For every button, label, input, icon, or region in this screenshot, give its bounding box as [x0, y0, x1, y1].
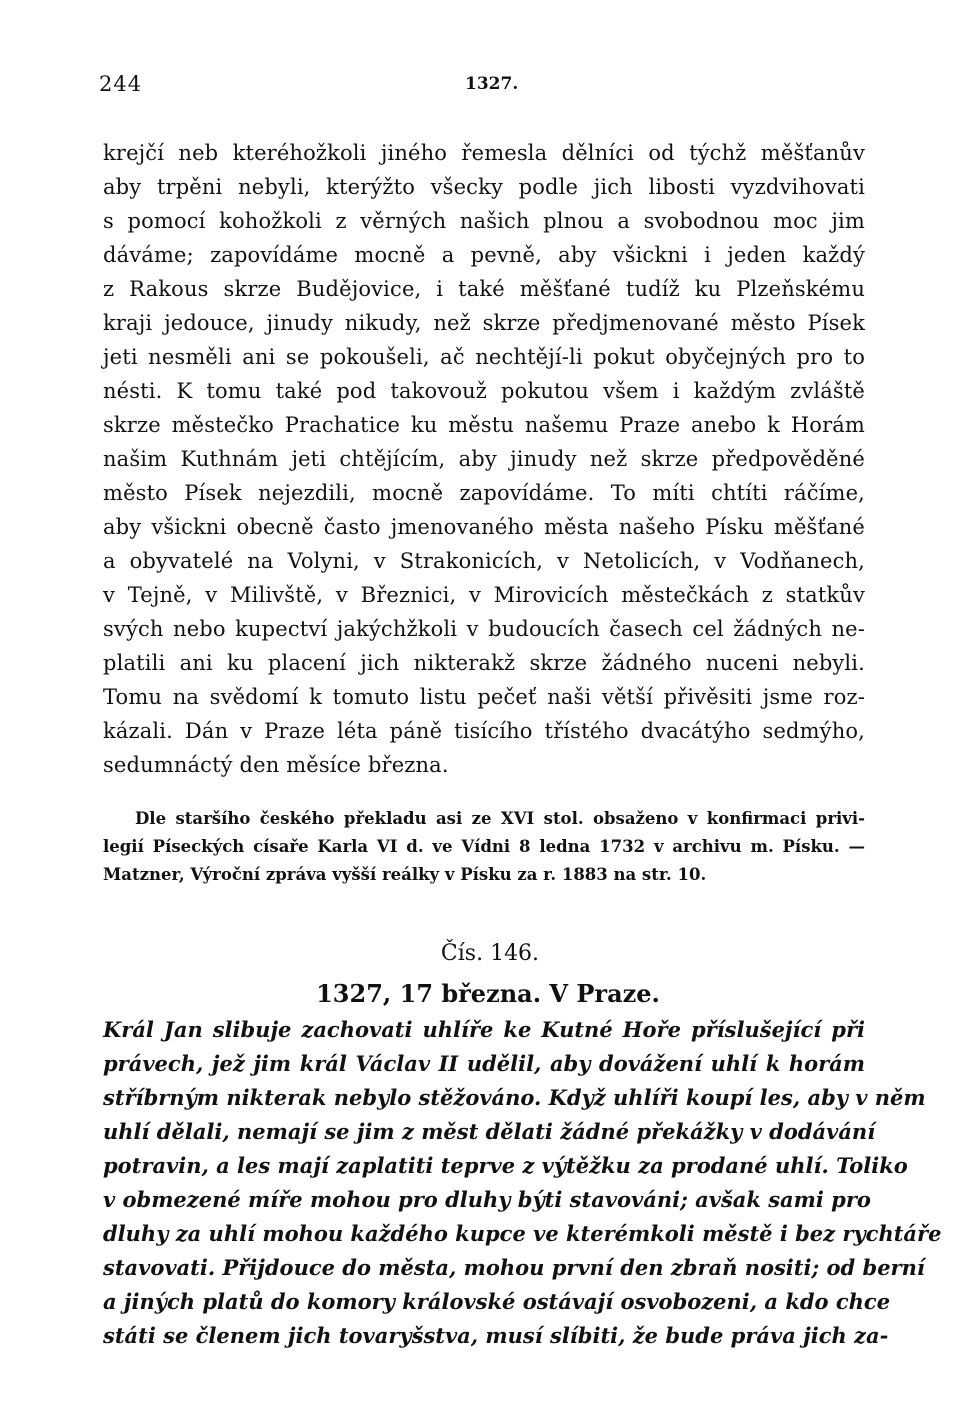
summary-line: státi se členem jich tovaryšstva, musí slíbiti, že bude práva jich za-	[103, 1323, 889, 1348]
document-date-heading: 1327, 17 března. V Praze.	[316, 979, 660, 1008]
summary-line: právech, jež jim král Václav II udělil, aby dovážení uhlí k horám	[103, 1051, 865, 1076]
body-line: jeti nesměli ani se pokoušeli, ač nechtějí-li pokut obyčejných pro to	[103, 345, 865, 369]
note-line: Dle staršího českého překladu asi ze XVI stol. obsaženo v konfirmaci privi-	[135, 809, 865, 828]
body-line: platili ani ku placení jich nikterakž skrze žádného nuceni nebyli.	[103, 651, 865, 675]
source-note	[103, 805, 865, 889]
body-line: nésti. K tomu také pod takovouž pokutou všem i každým zvláště	[103, 379, 865, 403]
body-line: svých nebo kupectví jakýchžkoli v budoucích časech cel žádných ne-	[103, 617, 865, 641]
summary-line: stavovati. Přijdouce do města, mohou první den zbraň nositi; od berní	[103, 1255, 925, 1280]
summary-line: potravin, a les mají zaplatiti teprve z výtěžku za prodané uhlí. Toliko	[103, 1153, 908, 1178]
book-page	[99, 72, 942, 1353]
body-line: sedumnáctý den měsíce března.	[103, 753, 449, 777]
summary-line: v obmezené míře mohou pro dluhy býti stavováni; avšak sami pro	[103, 1187, 871, 1212]
body-line: krejčí neb kteréhožkoli jiného řemesla dělníci od týchž měšťanův	[103, 141, 865, 165]
page-number: 244	[99, 72, 143, 96]
body-line: kraji jedouce, jinudy nikudy, než skrze předjmenované město Písek	[103, 311, 865, 335]
charter-text	[103, 136, 865, 782]
note-line: Matzner, Výroční zpráva vyšší reálky v Písku za r. 1883 na str. 10.	[103, 865, 707, 884]
note-line: legií Píseckých císaře Karla VI d. ve Vídni 8 ledna 1732 v archivu m. Písku. —	[103, 837, 865, 856]
body-line: kázali. Dán v Praze léta páně tisícího třístého dvacátýho sedmýho,	[103, 719, 865, 743]
body-line: z Rakous skrze Budějovice, i také měšťané tudíž ku Plzeňskému	[103, 277, 865, 301]
running-head	[99, 72, 865, 106]
body-line: aby všickni obecně často jmenovaného města našeho Písku měšťané	[103, 515, 865, 539]
body-line: město Písek nejezdili, mocně zapovídáme. To míti chtíti ráčíme,	[103, 481, 865, 505]
body-line: našim Kuthnám jeti chtějícím, aby jinudy než skrze předpověděné	[103, 447, 865, 471]
body-line: aby trpěni nebyli, kterýžto všecky podle jich libosti vyzdvihovati	[103, 175, 865, 199]
body-line: a obyvatelé na Volyni, v Strakonicích, v Netolicích, v Vodňanech,	[103, 549, 865, 573]
body-line: Tomu na svědomí k tomuto listu pečeť naši větší přivěsiti jsme roz-	[103, 685, 865, 709]
summary-line: stříbrným nikterak nebylo stěžováno. Když uhlíři koupí les, aby v něm	[103, 1085, 926, 1110]
document-summary	[103, 1013, 942, 1353]
body-line: v Tejně, v Milivště, v Březnici, v Mirovicích městečkách z statkův	[103, 583, 865, 607]
summary-line: uhlí dělali, nemají se jim z měst dělati žádné překážky v dodávání	[103, 1119, 876, 1144]
body-line: dáváme; zapovídáme mocně a pevně, aby všickni i jeden každý	[103, 243, 865, 267]
document-number: Čís. 146.	[440, 941, 540, 966]
running-head-year: 1327.	[465, 74, 519, 94]
summary-line: a jiných platů do komory královské ostávají osvobozeni, a kdo chce	[103, 1289, 891, 1314]
summary-line: dluhy za uhlí mohou každého kupce ve kterémkoli městě i bez rychtáře	[103, 1221, 942, 1246]
body-line: skrze městečko Prachatice ku městu našemu Praze anebo k Horám	[103, 413, 865, 437]
body-line: s pomocí kohožkoli z věrných našich plnou a svobodnou moc jim	[103, 209, 865, 233]
summary-line: Král Jan slibuje zachovati uhlíře ke Kutné Hoře příslušející při	[103, 1017, 865, 1042]
